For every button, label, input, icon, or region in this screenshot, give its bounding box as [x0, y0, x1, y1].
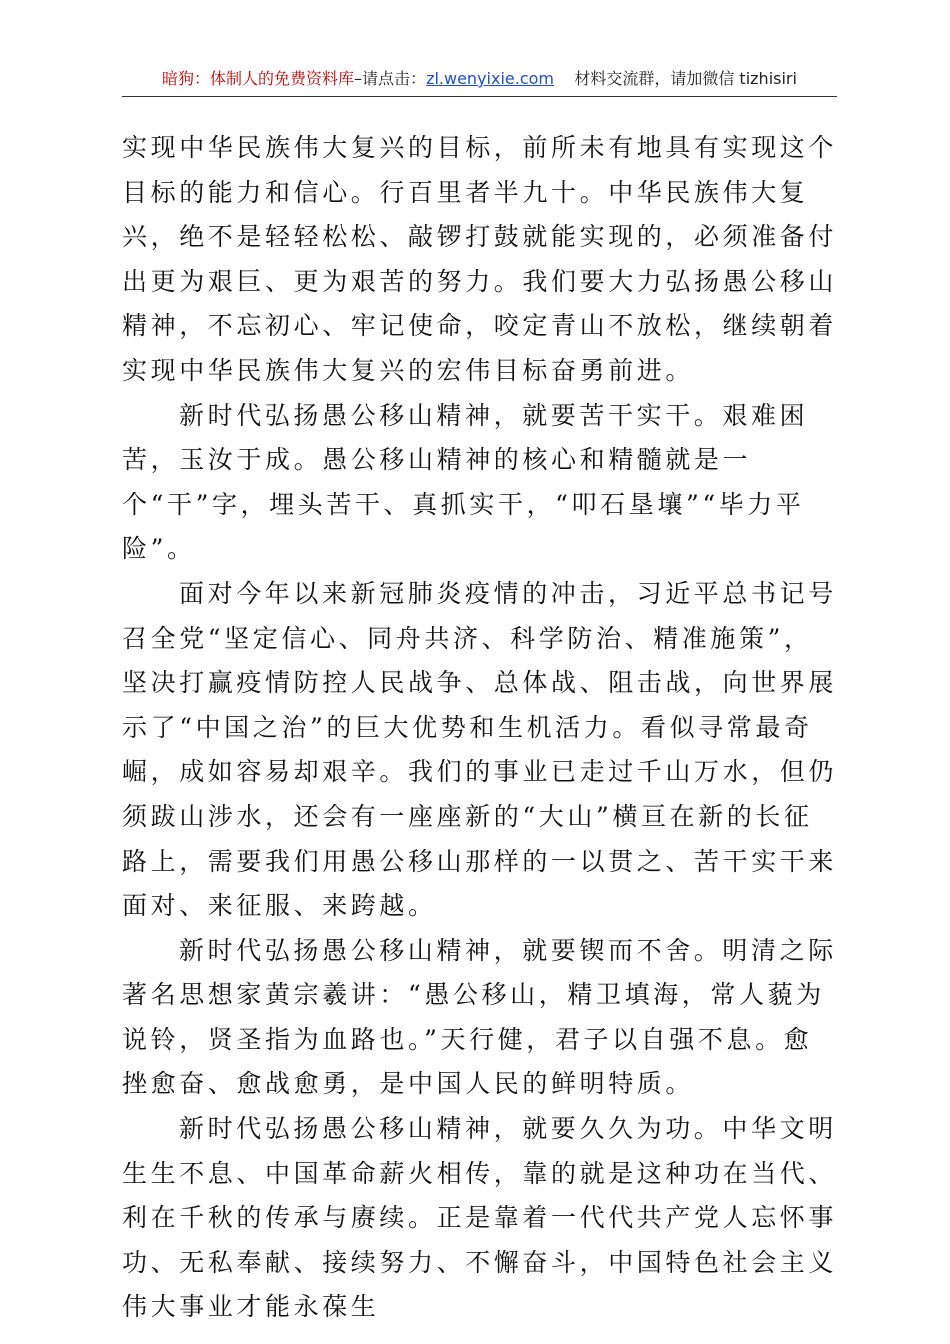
paragraph: 新时代弘扬愚公移山精神，就要锲而不舍。明清之际著名思想家黄宗羲讲：“愚公移山，精卫填海，常人藐为说铃，贤圣指为血路也。”天行健，君子以自强不息。愈挫愈奋、愈战愈勇，是中国人民的鲜明特质。	[122, 935, 837, 1099]
header-prompt: –请点击：	[354, 69, 427, 88]
paragraph: 新时代弘扬愚公移山精神，就要苦干实干。艰难困苦，玉汝于成。愚公移山精神的核心和精髓就是一个“干”字，埋头苦干、真抓实干，“叩石垦壤”“毕力平险”。	[122, 400, 809, 564]
header-site-label: 暗狗：体制人的免费资料库	[162, 69, 355, 88]
paragraph: 面对今年以来新冠肺炎疫情的冲击，习近平总书记号召全党“坚定信心、同舟共济、科学防治、精准施策”，坚决打赢疫情防控人民战争、总体战、阻击战，向世界展示了“中国之治”的巨大优势和生机活力。看似寻常最奇崛，成如容易却艰辛。我们的事业已走过千山万水，但仍须跋山涉水，还会有一座座新的“大山”横亘在新的长征路上，需要我们用愚公移山那样的一以贯之、苦干实干来面对、来征服、来跨越。	[122, 578, 838, 921]
paragraph: 新时代弘扬愚公移山精神，就要久久为功。中华文明生生不息、中国革命薪火相传，靠的就是这种功在当代、利在千秋的传承与赓续。正是靠着一代代共产党人忘怀事功、无私奉献、接续努力、不懈奋斗，中国特色社会主义伟大事业才能永葆生	[122, 1114, 838, 1322]
header-link[interactable]: zl.wenyixie.com	[426, 69, 554, 88]
paragraph: 实现中华民族伟大复兴的目标，前所未有地具有实现这个目标的能力和信心。行百里者半九十。中华民族伟大复兴，绝不是轻轻松松、敲锣打鼓就能实现的，必须准备付出更为艰巨、更为艰苦的努力。我们要大力弘扬愚公移山精神，不忘初心、牢记使命，咬定青山不放松，继续朝着实现中华民族伟大复兴的宏伟目标奋勇前进。	[122, 133, 838, 385]
header-contact: 材料交流群，请加微信 tizhisiri	[574, 69, 797, 88]
document-body	[122, 126, 840, 1330]
page-header	[122, 66, 837, 97]
